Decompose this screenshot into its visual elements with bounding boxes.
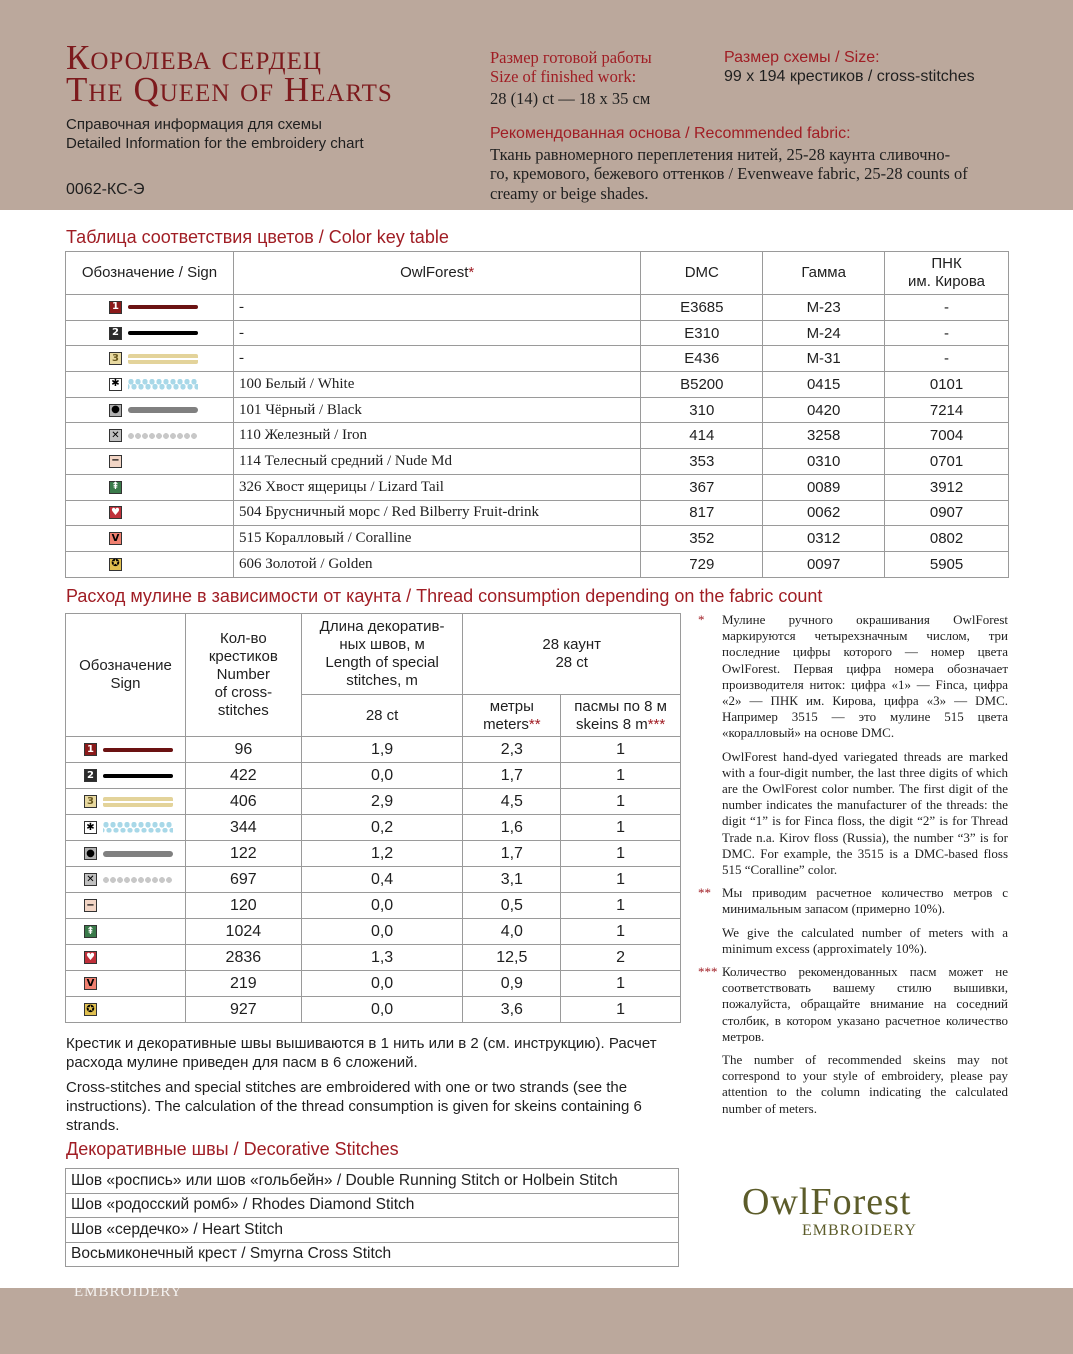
thread-line: [128, 354, 198, 364]
footnote-text: The number of recommended skeins may not correspond to your style of embroidery, please pay attention to the column indicating the calculated number of meters.: [722, 1052, 1008, 1116]
cell-pnk: 7004: [885, 423, 1009, 449]
cell-meters: 4,5: [463, 789, 561, 815]
cell-length: 2,9: [301, 789, 463, 815]
cell-skeins: 1: [561, 893, 681, 919]
circle-icon: ●: [109, 404, 122, 417]
symbol-2: [66, 763, 185, 788]
owlforest-logo: OwlForest: [742, 1181, 912, 1223]
table-row: [66, 526, 1009, 552]
footnote: [698, 612, 1008, 742]
heart-icon: ♥: [109, 506, 122, 519]
col-sign: Обозначение / Sign: [66, 252, 234, 295]
footnote-mark: [698, 749, 722, 879]
heart-icon: ♥: [84, 951, 97, 964]
footnote-mark: **: [698, 885, 711, 901]
footnote: [698, 749, 1008, 879]
col-dmc: DMC: [641, 252, 763, 295]
sign-cell: [66, 449, 234, 475]
symbol-1: [66, 737, 185, 762]
cell-dmc: 414: [641, 423, 763, 449]
table-row: [66, 1218, 679, 1243]
cell-name: 606 Золотой / Golden: [233, 551, 640, 577]
cell-pnk: 5905: [885, 551, 1009, 577]
asterisk-icon: ✱: [109, 378, 122, 391]
symbol-4: [66, 815, 185, 840]
cell-name: -: [233, 295, 640, 321]
scheme-size-title: Размер схемы / Size:: [724, 49, 880, 66]
thread-line: [103, 877, 173, 883]
table-row: [66, 551, 1009, 577]
cell-count: 1024: [185, 919, 301, 945]
sign-cell: [66, 500, 234, 526]
cell-count: 422: [185, 763, 301, 789]
symbol-6: [66, 423, 233, 448]
table-row: [66, 423, 1009, 449]
symbol-9: [66, 501, 233, 526]
sign-cell: [66, 551, 234, 577]
symbol-8: [66, 919, 185, 944]
table-row: [66, 867, 681, 893]
footnote-text: We give the calculated number of meters with a minimum excess (approximately 10%).: [722, 924, 1008, 956]
table-row: [66, 997, 681, 1023]
minus-icon: −: [109, 455, 122, 468]
cell-dmc: 352: [641, 526, 763, 552]
footnote: [698, 964, 1008, 1045]
table-row: [66, 449, 1009, 475]
cell-meters: 12,5: [463, 945, 561, 971]
symbol-1: [66, 295, 233, 320]
table-row: [66, 295, 1009, 321]
thread-line: [128, 407, 198, 413]
sign-cell: [66, 295, 234, 321]
paragraph-ru: Крестик и декоративные швы вышиваются в 1 нить или в 2 (см. инструкцию). Расчет расхода мулине приведен для пасм в 6 сложений.: [66, 1035, 657, 1071]
star-icon: ✪: [84, 1003, 97, 1016]
cell-skeins: 1: [561, 919, 681, 945]
title-ru: Королева сердец: [66, 38, 322, 77]
cell-length: 0,0: [301, 971, 463, 997]
cell-skeins: 1: [561, 763, 681, 789]
col-count: Кол-во крестиков Number of cross- stitches: [185, 614, 301, 737]
col-length: Длина декоратив- ных швов, м Length of special stitches, m: [301, 614, 463, 695]
footnote-mark: ***: [698, 964, 718, 980]
symbol-11: [66, 997, 185, 1022]
cell-meters: 3,1: [463, 867, 561, 893]
cell-skeins: 1: [561, 971, 681, 997]
symbol-6: [66, 867, 185, 892]
cell-name: -: [233, 320, 640, 346]
sign-cell: [66, 526, 234, 552]
cell-count: 2836: [185, 945, 301, 971]
cell-pnk: -: [885, 295, 1009, 321]
decorative-stitch-item: Шов «роспись» или шов «гольбейн» / Double Running Stitch or Holbein Stitch: [66, 1169, 679, 1194]
cross-icon: ✕: [109, 429, 122, 442]
footnote-text: Мулине ручного окрашивания OwlForest маркируются четырехзначным числом, три последние цифры которого — номер цвета OwlForest. Первая цифра номера обозначает производителя ниток: цифра «1» — Finca, цифра «2» — ПНК им. Кирова, цифра «3» — DMC. Например 3515 — это мулине 515 цвета «коралловый» на основе DMC.: [722, 612, 1008, 741]
cell-meters: 1,7: [463, 763, 561, 789]
cell-length: 1,9: [301, 737, 463, 763]
symbol-10: [66, 971, 185, 996]
fabric-line-2: го, кремового, бежевого оттенков / Evenweave fabric, 25-28 counts of: [490, 164, 968, 183]
asterisk-icon: ✱: [84, 821, 97, 834]
footnote: [698, 925, 1008, 957]
cell-meters: 4,0: [463, 919, 561, 945]
cell-dmc: 817: [641, 500, 763, 526]
thread-line: [128, 379, 198, 390]
cell-meters: 1,6: [463, 815, 561, 841]
sign-cell: [66, 372, 234, 398]
cell-gamma: M-24: [763, 320, 885, 346]
thread-line: [103, 851, 173, 857]
cell-skeins: 1: [561, 867, 681, 893]
cell-name: 110 Железный / Iron: [233, 423, 640, 449]
thread-line: [103, 748, 173, 752]
circle-icon: ●: [84, 847, 97, 860]
symbol-3: [66, 789, 185, 814]
table-row: [66, 893, 681, 919]
cell-meters: 1,7: [463, 841, 561, 867]
table-row: [66, 789, 681, 815]
number-2-icon: 2: [109, 327, 122, 340]
size-value: 28 (14) ct — 18 x 35 см: [490, 89, 651, 108]
cell-gamma: M-23: [763, 295, 885, 321]
star-icon: ✪: [109, 558, 122, 571]
cell-length: 1,2: [301, 841, 463, 867]
sub-28ct: 28 ct: [301, 695, 463, 737]
thread-line: [103, 774, 173, 778]
cell-pnk: -: [885, 346, 1009, 372]
cell-count: 406: [185, 789, 301, 815]
symbol-5: [66, 841, 185, 866]
cell-dmc: 353: [641, 449, 763, 475]
thread-line: [103, 822, 173, 833]
col-28-count: 28 каунт 28 ct: [463, 614, 681, 695]
cell-dmc: 310: [641, 397, 763, 423]
scheme-size-value: 99 x 194 крестиков / cross-stitches: [724, 68, 975, 85]
sign-cell: [66, 474, 234, 500]
cell-pnk: 0701: [885, 449, 1009, 475]
symbol-7: [66, 449, 233, 474]
consumption-table: [65, 613, 681, 1023]
table-row: [66, 500, 1009, 526]
color-key-table: [65, 251, 1009, 578]
sign-cell: [66, 789, 186, 815]
size-title-en: Size of finished work:: [490, 67, 637, 86]
sign-cell: [66, 815, 186, 841]
cell-skeins: 1: [561, 815, 681, 841]
cell-gamma: M-31: [763, 346, 885, 372]
symbol-3: [66, 346, 233, 371]
paragraph-en: Cross-stitches and special stitches are embroidered with one or two strands (see the instructions). The calculation of the thread consumption is given for skeins containing 6 strands.: [66, 1079, 642, 1134]
sign-cell: [66, 763, 186, 789]
decorative-heading: Декоративные швы / Decorative Stitches: [66, 1139, 399, 1159]
cell-length: 0,0: [301, 919, 463, 945]
info-en: Detailed Information for the embroidery chart: [66, 135, 364, 152]
footnote: [698, 885, 1008, 917]
footnote-mark: [698, 1052, 722, 1117]
title-en: The Queen of Hearts: [66, 70, 393, 109]
sign-cell: [66, 397, 234, 423]
cell-count: 219: [185, 971, 301, 997]
owlforest-logo-sub: EMBROIDERY: [802, 1222, 917, 1239]
symbol-11: [66, 552, 233, 577]
thread-line: [128, 305, 198, 309]
cell-meters: 2,3: [463, 737, 561, 763]
cell-meters: 0,5: [463, 893, 561, 919]
cell-gamma: 0089: [763, 474, 885, 500]
table-row: [66, 1193, 679, 1218]
table-row: [66, 971, 681, 997]
cell-skeins: 1: [561, 789, 681, 815]
cell-skeins: 1: [561, 997, 681, 1023]
table-row: [66, 346, 1009, 372]
footnote-text: OwlForest hand-dyed variegated threads are marked with a four-digit number, the last three digits of which are the OwlForest color number. The first digit of the number indicates the manufacturer of the threads: the digit “1” is for Finca floss, the digit “2” is for Thread Trade n.a. Kirov floss (Russia), the number “3” is for DMC. For example, the 3515 is a DMC-based floss 515 “Coralline” color.: [722, 748, 1008, 878]
thread-line: [128, 433, 198, 439]
decorative-stitch-item: Восьмиконечный крест / Smyrna Cross Stitch: [66, 1242, 679, 1267]
cross-icon: ✕: [84, 873, 97, 886]
color-key-heading: Таблица соответствия цветов / Color key table: [66, 227, 449, 247]
symbol-2: [66, 321, 233, 346]
col-gamma: Гамма: [763, 252, 885, 295]
cell-length: 0,0: [301, 763, 463, 789]
arrows-up-icon: ⇞: [84, 925, 97, 938]
table-row: [66, 372, 1009, 398]
cell-name: 515 Коралловый / Coralline: [233, 526, 640, 552]
footnote-mark: *: [698, 612, 705, 627]
cell-count: 927: [185, 997, 301, 1023]
chart-code: 0062-КС-Э: [66, 181, 145, 198]
v-mark-icon: V: [84, 977, 97, 990]
cell-pnk: 3912: [885, 474, 1009, 500]
table-row: [66, 919, 681, 945]
footnote: [698, 1052, 1008, 1117]
table-row: [66, 763, 681, 789]
symbol-4: [66, 372, 233, 397]
arrows-up-icon: ⇞: [109, 481, 122, 494]
cell-gamma: 0097: [763, 551, 885, 577]
col-sign: Обозначение Sign: [66, 614, 186, 737]
sign-cell: [66, 423, 234, 449]
cell-length: 1,3: [301, 945, 463, 971]
cell-skeins: 1: [561, 737, 681, 763]
cell-pnk: 0802: [885, 526, 1009, 552]
cell-pnk: 0101: [885, 372, 1009, 398]
sign-cell: [66, 971, 186, 997]
symbol-10: [66, 526, 233, 551]
decorative-stitch-item: Шов «сердечко» / Heart Stitch: [66, 1218, 679, 1243]
sign-cell: [66, 346, 234, 372]
cell-length: 0,0: [301, 893, 463, 919]
cell-pnk: 0907: [885, 500, 1009, 526]
consumption-heading: Расход мулине в зависимости от каунта / Thread consumption depending on the fabric count: [66, 586, 823, 606]
cell-gamma: 0310: [763, 449, 885, 475]
cell-name: 101 Чёрный / Black: [233, 397, 640, 423]
size-title-ru: Размер готовой работы: [490, 48, 652, 67]
symbol-8: [66, 475, 233, 500]
footnote-mark: [698, 925, 722, 957]
cell-count: 344: [185, 815, 301, 841]
thread-line: [103, 797, 173, 807]
cell-count: 120: [185, 893, 301, 919]
cell-dmc: 367: [641, 474, 763, 500]
cell-name: 100 Белый / White: [233, 372, 640, 398]
footnote-text: Мы приводим расчетное количество метров с минимальным запасом (примерно 10%).: [722, 885, 1008, 917]
number-2-icon: 2: [84, 769, 97, 782]
cell-meters: 3,6: [463, 997, 561, 1023]
cell-count: 122: [185, 841, 301, 867]
symbol-9: [66, 945, 185, 970]
cell-length: 0,2: [301, 815, 463, 841]
sign-cell: [66, 945, 186, 971]
cell-length: 0,0: [301, 997, 463, 1023]
cell-length: 0,4: [301, 867, 463, 893]
fabric-line-1: Ткань равномерного переплетения нитей, 25-28 каунта сливочно-: [490, 145, 951, 164]
sign-cell: [66, 841, 186, 867]
decorative-stitch-item: Шов «родосский ромб» / Rhodes Diamond Stitch: [66, 1193, 679, 1218]
cell-meters: 0,9: [463, 971, 561, 997]
sign-cell: [66, 893, 186, 919]
cell-dmc: 729: [641, 551, 763, 577]
table-row: [66, 737, 681, 763]
cell-gamma: 0415: [763, 372, 885, 398]
cell-gamma: 3258: [763, 423, 885, 449]
cell-dmc: B5200: [641, 372, 763, 398]
cell-count: 697: [185, 867, 301, 893]
footnotes: [698, 612, 1008, 1124]
sign-cell: [66, 867, 186, 893]
number-3-icon: 3: [84, 795, 97, 808]
cell-count: 96: [185, 737, 301, 763]
cell-name: 504 Брусничный морс / Red Bilberry Fruit-drink: [233, 500, 640, 526]
cell-name: 114 Телесный средний / Nude Md: [233, 449, 640, 475]
cell-pnk: -: [885, 320, 1009, 346]
cell-gamma: 0312: [763, 526, 885, 552]
number-1-icon: 1: [109, 301, 122, 314]
sign-cell: [66, 919, 186, 945]
sub-meters: метры meters**: [463, 695, 561, 737]
table-row: [66, 815, 681, 841]
info-ru: Справочная информация для схемы: [66, 116, 322, 133]
table-row: [66, 397, 1009, 423]
cell-dmc: E310: [641, 320, 763, 346]
table-row: [66, 945, 681, 971]
table-row: [66, 1169, 679, 1194]
table-row: [66, 841, 681, 867]
cell-dmc: E3685: [641, 295, 763, 321]
v-mark-icon: V: [109, 532, 122, 545]
cell-dmc: E436: [641, 346, 763, 372]
symbol-7: [66, 893, 185, 918]
footnote-text: Количество рекомендованных пасм может не соответствовать вашему стилю вышивки, пожалуйста, обращайте внимание на соседний столбик, в котором указано расчетное количество метров.: [722, 964, 1008, 1044]
cell-name: -: [233, 346, 640, 372]
cell-gamma: 0420: [763, 397, 885, 423]
sub-skeins: пасмы по 8 м skeins 8 m***: [561, 695, 681, 737]
color-key-header-row: [66, 252, 1009, 295]
sign-cell: [66, 320, 234, 346]
table-row: [66, 474, 1009, 500]
col-owlforest: OwlForest*: [233, 252, 640, 295]
table-row: [66, 320, 1009, 346]
fabric-line-3: creamy or beige shades.: [490, 184, 649, 203]
cell-skeins: 2: [561, 945, 681, 971]
table-row: [66, 1242, 679, 1267]
cell-pnk: 7214: [885, 397, 1009, 423]
cell-gamma: 0062: [763, 500, 885, 526]
sign-cell: [66, 997, 186, 1023]
number-3-icon: 3: [109, 352, 122, 365]
symbol-5: [66, 398, 233, 423]
thread-line: [128, 331, 198, 335]
col-pnk: ПНК им. Кирова: [885, 252, 1009, 295]
decorative-stitches-table: [65, 1168, 679, 1267]
number-1-icon: 1: [84, 743, 97, 756]
fabric-title: Рекомендованная основа / Recommended fabric:: [490, 125, 851, 142]
sign-cell: [66, 737, 186, 763]
cell-skeins: 1: [561, 841, 681, 867]
minus-icon: −: [84, 899, 97, 912]
cell-name: 326 Хвост ящерицы / Lizard Tail: [233, 474, 640, 500]
footer-watermark: EMBROIDERY: [74, 1284, 183, 1300]
